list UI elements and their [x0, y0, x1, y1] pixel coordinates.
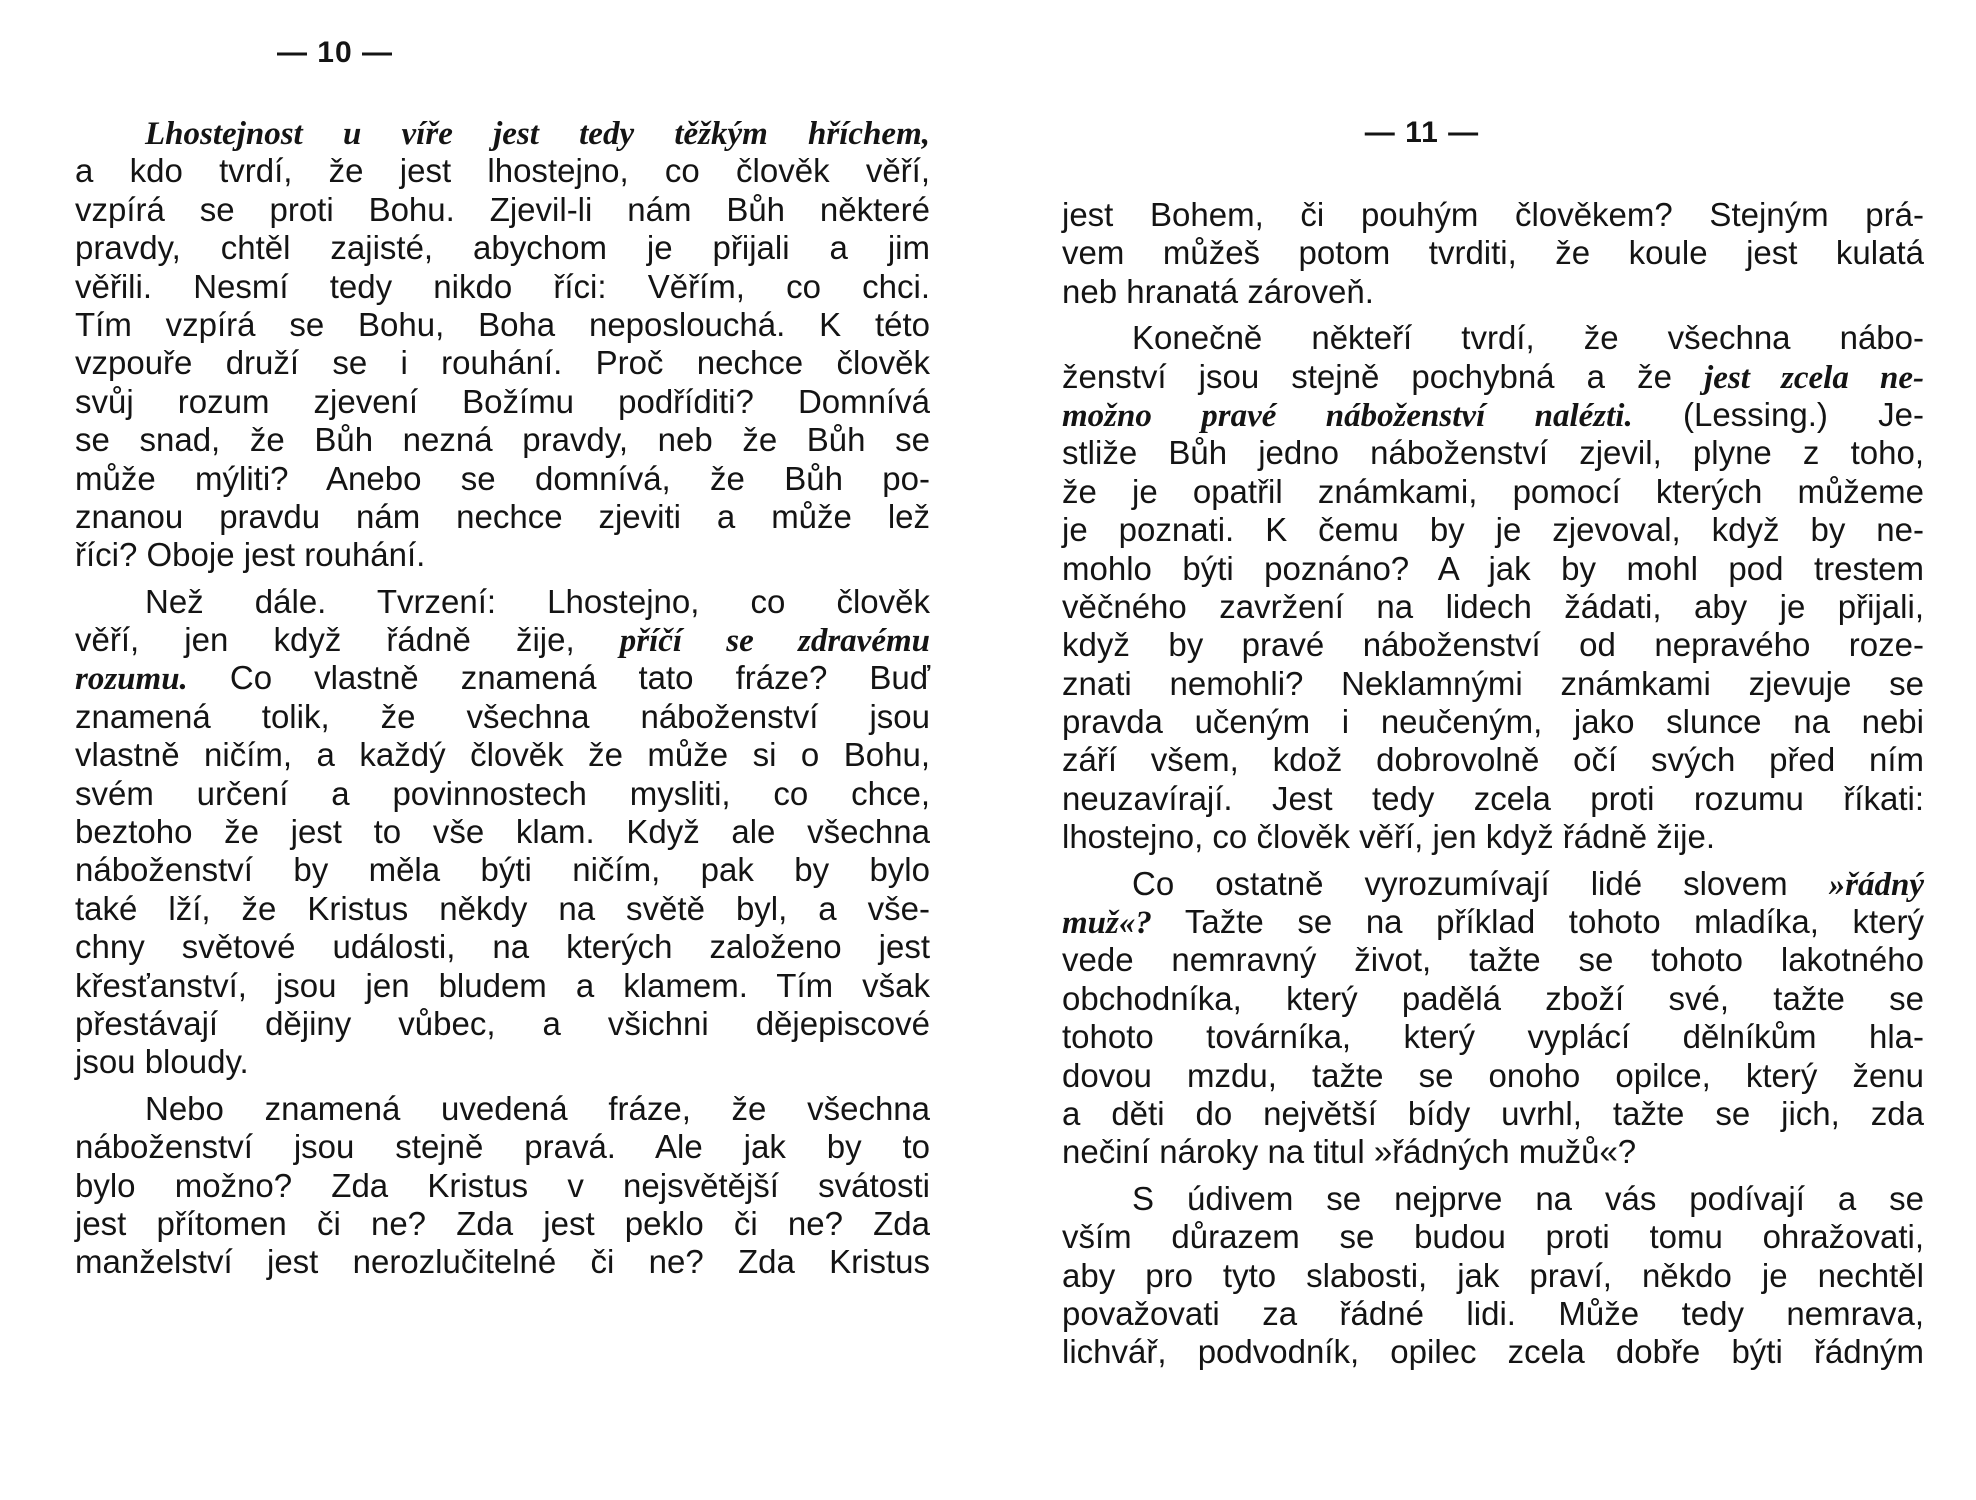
text-line: [75, 1128, 930, 1166]
text-line: [1062, 434, 1924, 472]
text-line: [75, 268, 930, 306]
line-text: lichvář, podvodník, opilec zcela dobře býti řádným: [1062, 1333, 1924, 1371]
line-text: neb hranatá zároveň.: [1062, 272, 1374, 310]
text-line: [75, 698, 930, 736]
line-text: Tím vzpírá se Bohu, Boha neposlouchá. K této: [75, 305, 930, 343]
line-text: ženství jsou stejně pochybná a že: [1062, 357, 1705, 395]
line-text: Nebo znamená uvedená fráze, že všechna: [145, 1089, 930, 1127]
right-page-text: [1062, 196, 1924, 1372]
text-line: [75, 229, 930, 267]
line-text: mohlo býti poznáno? A jak by mohl pod trestem: [1062, 549, 1924, 587]
text-line: [75, 536, 930, 574]
text-line: [1062, 941, 1924, 979]
line-text: také lží, že Kristus někdy na světě byl, a vše-: [75, 889, 930, 927]
line-text: svém určení a povinnostech mysliti, co chce,: [75, 774, 930, 812]
text-line: [1062, 358, 1924, 396]
line-text: neuzavírají. Jest tedy zcela proti rozumu říkati:: [1062, 779, 1924, 817]
text-line: [1062, 1018, 1924, 1056]
text-line: [75, 1005, 930, 1043]
text-line: [1062, 1057, 1924, 1095]
text-line: [75, 306, 930, 344]
text-line: [75, 851, 930, 889]
emphasized-text: možno pravé náboženství nalézti.: [1062, 397, 1633, 434]
text-line: [1062, 665, 1924, 703]
line-text: Co vlastně znamená tato fráze? Buď: [187, 659, 930, 697]
text-line: [1062, 196, 1924, 234]
text-line: [1062, 273, 1924, 311]
text-line: [75, 736, 930, 774]
text-line: [1062, 319, 1924, 357]
line-text: že je opatřil známkami, pomocí kterých můžeme: [1062, 472, 1924, 510]
text-line: [1062, 1180, 1924, 1218]
emphasized-text: muž«?: [1062, 905, 1152, 942]
line-text: křesťanství, jsou jen bludem a klamem. Tím však: [75, 966, 930, 1004]
line-text: znati nemohli? Neklamnými známkami zjevuje se: [1062, 664, 1924, 702]
line-text: Konečně někteří tvrdí, že všechna nábo-: [1132, 319, 1924, 357]
line-text: dovou mzdu, tažte se onoho opilce, který ženu: [1062, 1056, 1924, 1094]
text-line: [1062, 703, 1924, 741]
text-line: [1062, 1218, 1924, 1256]
line-text: manželství jest nerozlučitelné či ne? Zda Kristus: [75, 1243, 930, 1281]
line-text: když by pravé náboženství od nepravého roze-: [1062, 626, 1924, 664]
line-text: a kdo tvrdí, že jest lhostejno, co člověk věří,: [75, 152, 930, 190]
line-text: věřili. Nesmí tedy nikdo říci: Věřím, co chci.: [75, 267, 930, 305]
right-page: [1062, 0, 1924, 1500]
text-line: [1062, 1257, 1924, 1295]
line-text: vem můžeš potom tvrditi, že koule jest kulatá: [1062, 234, 1924, 272]
line-text: vzpouře druží se i rouhání. Proč nechce člověk: [75, 344, 930, 382]
paragraph-gap: [75, 575, 930, 583]
line-text: znanou pravdu nám nechce zjeviti a může lež: [75, 497, 930, 535]
text-line: [75, 1090, 930, 1128]
text-line: [75, 460, 930, 498]
line-text: je poznati. K čemu by je zjevoval, když by ne-: [1062, 511, 1924, 549]
line-text: stliže Bůh jedno náboženství zjevil, plyne z toho,: [1062, 434, 1924, 472]
text-line: [1062, 780, 1924, 818]
line-text: Než dále. Tvrzení: Lhostejno, co člověk: [145, 582, 930, 620]
text-line: [1062, 741, 1924, 779]
line-text: Tažte se na příklad tohoto mladíka, který: [1151, 903, 1924, 941]
emphasized-text: Lhostejnost u víře jest tedy těžkým hříchem,: [145, 116, 930, 152]
paragraph-gap: [1062, 857, 1924, 865]
line-text: vším důrazem se budou proti tomu ohražovati,: [1062, 1218, 1924, 1256]
line-text: může mýliti? Anebo se domnívá, že Bůh po-: [75, 459, 930, 497]
text-line: [75, 1243, 930, 1281]
text-line: [1062, 234, 1924, 272]
text-line: [75, 1205, 930, 1243]
line-text: aby pro tyto slabosti, jak praví, někdo je nechtěl: [1062, 1256, 1924, 1294]
line-text: pravda učeným i neučeným, jako slunce na nebi: [1062, 703, 1924, 741]
text-line: [1062, 511, 1924, 549]
text-line: [1062, 903, 1924, 941]
line-text: beztoho že jest to vše klam. Když ale všechna: [75, 813, 930, 851]
line-text: se snad, že Bůh nezná pravdy, neb že Bůh se: [75, 421, 930, 459]
line-text: lhostejno, co člověk věří, jen když řádně žije.: [1062, 818, 1715, 856]
text-line: [75, 191, 930, 229]
text-line: [75, 344, 930, 382]
text-line: [1062, 550, 1924, 588]
line-text: považovati za řádné lidi. Může tedy nemrava,: [1062, 1294, 1924, 1332]
paragraph-gap: [1062, 1172, 1924, 1180]
emphasized-text: rozumu.: [75, 661, 188, 698]
emphasized-text: jest zcela ne-: [1704, 359, 1924, 396]
line-text: vede nemravný život, tažte se tohoto lakotného: [1062, 941, 1924, 979]
line-text: nečiní nároky na titul »řádných mužů«?: [1062, 1133, 1637, 1171]
text-line: [75, 621, 930, 659]
line-text: věčného zavržení na lidech žádati, aby je přijali,: [1062, 587, 1924, 625]
line-text: náboženství by měla býti ničím, pak by bylo: [75, 851, 930, 889]
line-text: věří, jen když řádně žije,: [75, 621, 620, 659]
line-text: bylo možno? Zda Kristus v nejsvětější svátosti: [75, 1166, 930, 1204]
line-text: obchodníka, který padělá zboží své, tažte se: [1062, 979, 1924, 1017]
text-line: [1062, 1295, 1924, 1333]
line-text: Co ostatně vyrozumívají lidé slovem: [1132, 864, 1829, 902]
line-text: chny světové události, na kterých založeno jest: [75, 928, 930, 966]
line-text: a děti do největší bídy uvrhl, tažte se jich, zda: [1062, 1094, 1924, 1132]
line-text: vlastně ničím, a každý člověk že může si o Bohu,: [75, 736, 930, 774]
paragraph-gap: [75, 1082, 930, 1090]
paragraph-gap: [1062, 311, 1924, 319]
line-text: jsou bloudy.: [75, 1043, 249, 1081]
text-line: [75, 1167, 930, 1205]
text-line: [75, 583, 930, 621]
text-line: [75, 890, 930, 928]
line-text: vzpírá se proti Bohu. Zjevil-li nám Bůh některé: [75, 190, 930, 228]
text-line: [75, 498, 930, 536]
line-text: přestávají dějiny vůbec, a všichni dějepiscové: [75, 1004, 930, 1042]
page-number-left: — 10 —: [276, 36, 394, 69]
left-page-text: [75, 114, 930, 1282]
text-line: [1062, 980, 1924, 1018]
text-line: [1062, 1133, 1924, 1171]
line-text: (Lessing.) Je-: [1632, 395, 1924, 433]
text-line: [75, 775, 930, 813]
line-text: svůj rozum zjevení Božímu podříditi? Domnívá: [75, 382, 930, 420]
text-line: [1062, 818, 1924, 856]
text-line: [75, 1043, 930, 1081]
text-line: [1062, 1333, 1924, 1371]
text-line: [75, 421, 930, 459]
text-line: [1062, 1095, 1924, 1133]
text-line: [75, 659, 930, 697]
left-page: [75, 0, 930, 1500]
text-line: [75, 114, 930, 152]
page-number-right: — 11 —: [1364, 116, 1480, 149]
line-text: říci? Oboje jest rouhání.: [75, 536, 426, 574]
text-line: [1062, 396, 1924, 434]
emphasized-text: příčí se zdravému: [619, 623, 930, 660]
emphasized-text: »řádný: [1828, 866, 1924, 903]
text-line: [1062, 588, 1924, 626]
text-line: [75, 967, 930, 1005]
line-text: znamená tolik, že všechna náboženství jsou: [75, 697, 930, 735]
text-line: [75, 813, 930, 851]
line-text: pravdy, chtěl zajisté, abychom je přijali a jim: [75, 229, 930, 267]
line-text: jest Bohem, či pouhým člověkem? Stejným prá-: [1062, 196, 1924, 233]
text-line: [1062, 473, 1924, 511]
line-text: jest přítomen či ne? Zda jest peklo či ne? Zda: [75, 1204, 930, 1242]
text-line: [1062, 865, 1924, 903]
line-text: tohoto továrníka, který vyplácí dělníkům hla-: [1062, 1018, 1924, 1056]
text-line: [75, 383, 930, 421]
line-text: náboženství jsou stejně pravá. Ale jak by to: [75, 1128, 930, 1166]
text-line: [75, 152, 930, 190]
line-text: S údivem se nejprve na vás podívají a se: [1132, 1179, 1924, 1217]
text-line: [1062, 626, 1924, 664]
line-text: září všem, kdož dobrovolně očí svých před ním: [1062, 741, 1924, 779]
text-line: [75, 928, 930, 966]
